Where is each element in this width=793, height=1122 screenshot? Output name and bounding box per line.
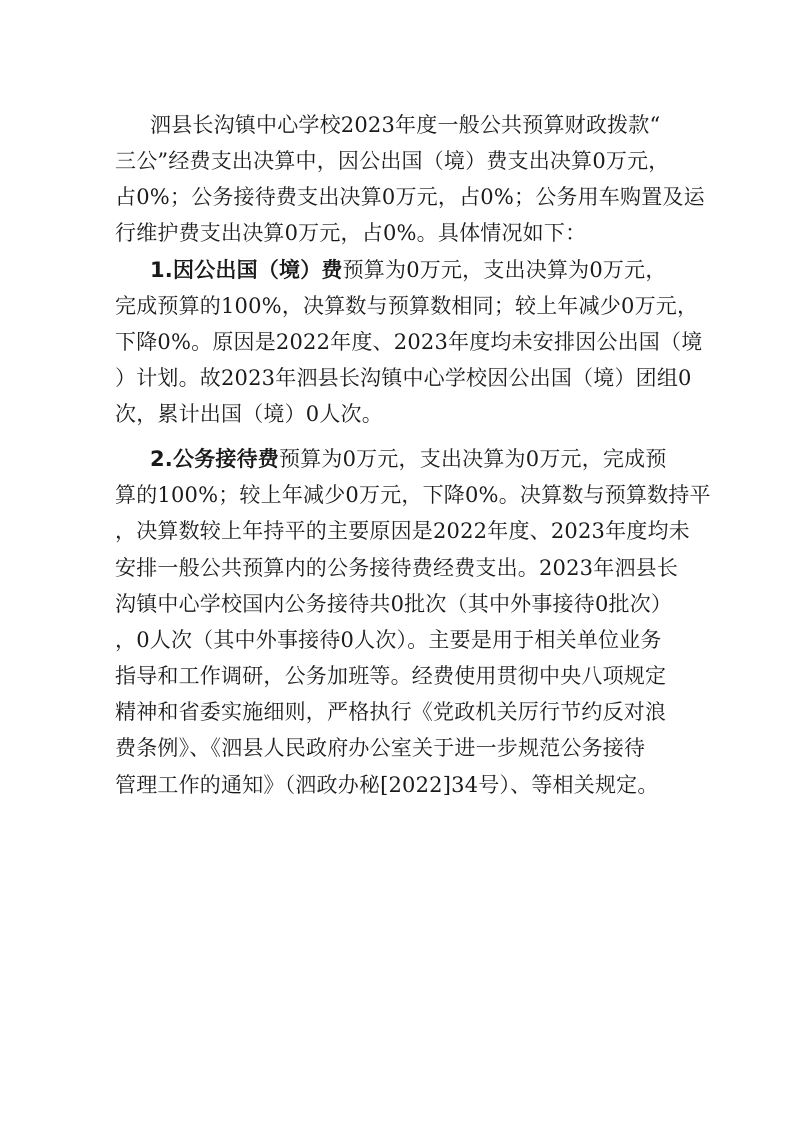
section-1-heading: 1.因公出国（境）费 xyxy=(150,258,343,282)
paragraph-1-line-1: 泗县长沟镇中心学校2023年度一般公共预算财政拨款“ xyxy=(150,113,661,137)
section-2-line-3: ，决算数较上年持平的主要原因是2022年度、2023年度均未 xyxy=(115,519,690,543)
section-2-line-5: 沟镇中心学校国内公务接待共0批次（其中外事接待0批次） xyxy=(115,592,673,616)
section-1-line-3: 下降0%。原因是2022年度、2023年度均未安排因公出国（境 xyxy=(115,330,703,354)
section-2-heading: 2.公务接待费 xyxy=(150,447,279,471)
paragraph-1-line-2: 三公”经费支出决算中，因公出国（境）费支出决算0万元， xyxy=(115,149,670,173)
section-2-line-6: ，0人次（其中外事接待0人次）。主要是用于相关单位业务 xyxy=(115,628,662,652)
section-2-first-line-text: 预算为0万元，支出决算为0万元，完成预 xyxy=(279,447,667,471)
section-2-line-2: 算的100%；较上年减少0万元，下降0%。决算数与预算数持平 xyxy=(115,483,711,507)
section-2-line-7: 指导和工作调研，公务加班等。经费使用贯彻中央八项规定 xyxy=(115,664,667,688)
section-1-line-5: 次，累计出国（境）0人次。 xyxy=(115,402,383,426)
section-2-line-4: 安排一般公共预算内的公务接待费经费支出。2023年泗县长 xyxy=(115,556,679,580)
section-2-line-10: 管理工作的通知》（泗政办秘[2022]34号）、等相关规定。 xyxy=(115,773,659,797)
section-1-first-line-text: 预算为0万元，支出决算为0万元， xyxy=(342,258,667,282)
section-1-line-4: ）计划。故2023年泗县长沟镇中心学校因公出国（境）团组0 xyxy=(115,366,692,390)
section-2-first-line xyxy=(150,447,667,471)
paragraph-1-line-3: 占0%；公务接待费支出决算0万元，占0%；公务用车购置及运 xyxy=(115,185,705,209)
section-2-line-8: 精神和省委实施细则，严格执行《党政机关厉行节约反对浪 xyxy=(115,700,667,724)
paragraph-1-line-4: 行维护费支出决算0万元，占0%。具体情况如下： xyxy=(115,221,587,245)
section-1-first-line xyxy=(150,258,667,282)
section-2-line-9: 费条例》、《泗县人民政府办公室关于进一步规范公务接待 xyxy=(115,736,646,760)
section-1-line-2: 完成预算的100%，决算数与预算数相同；较上年减少0万元， xyxy=(115,294,699,318)
